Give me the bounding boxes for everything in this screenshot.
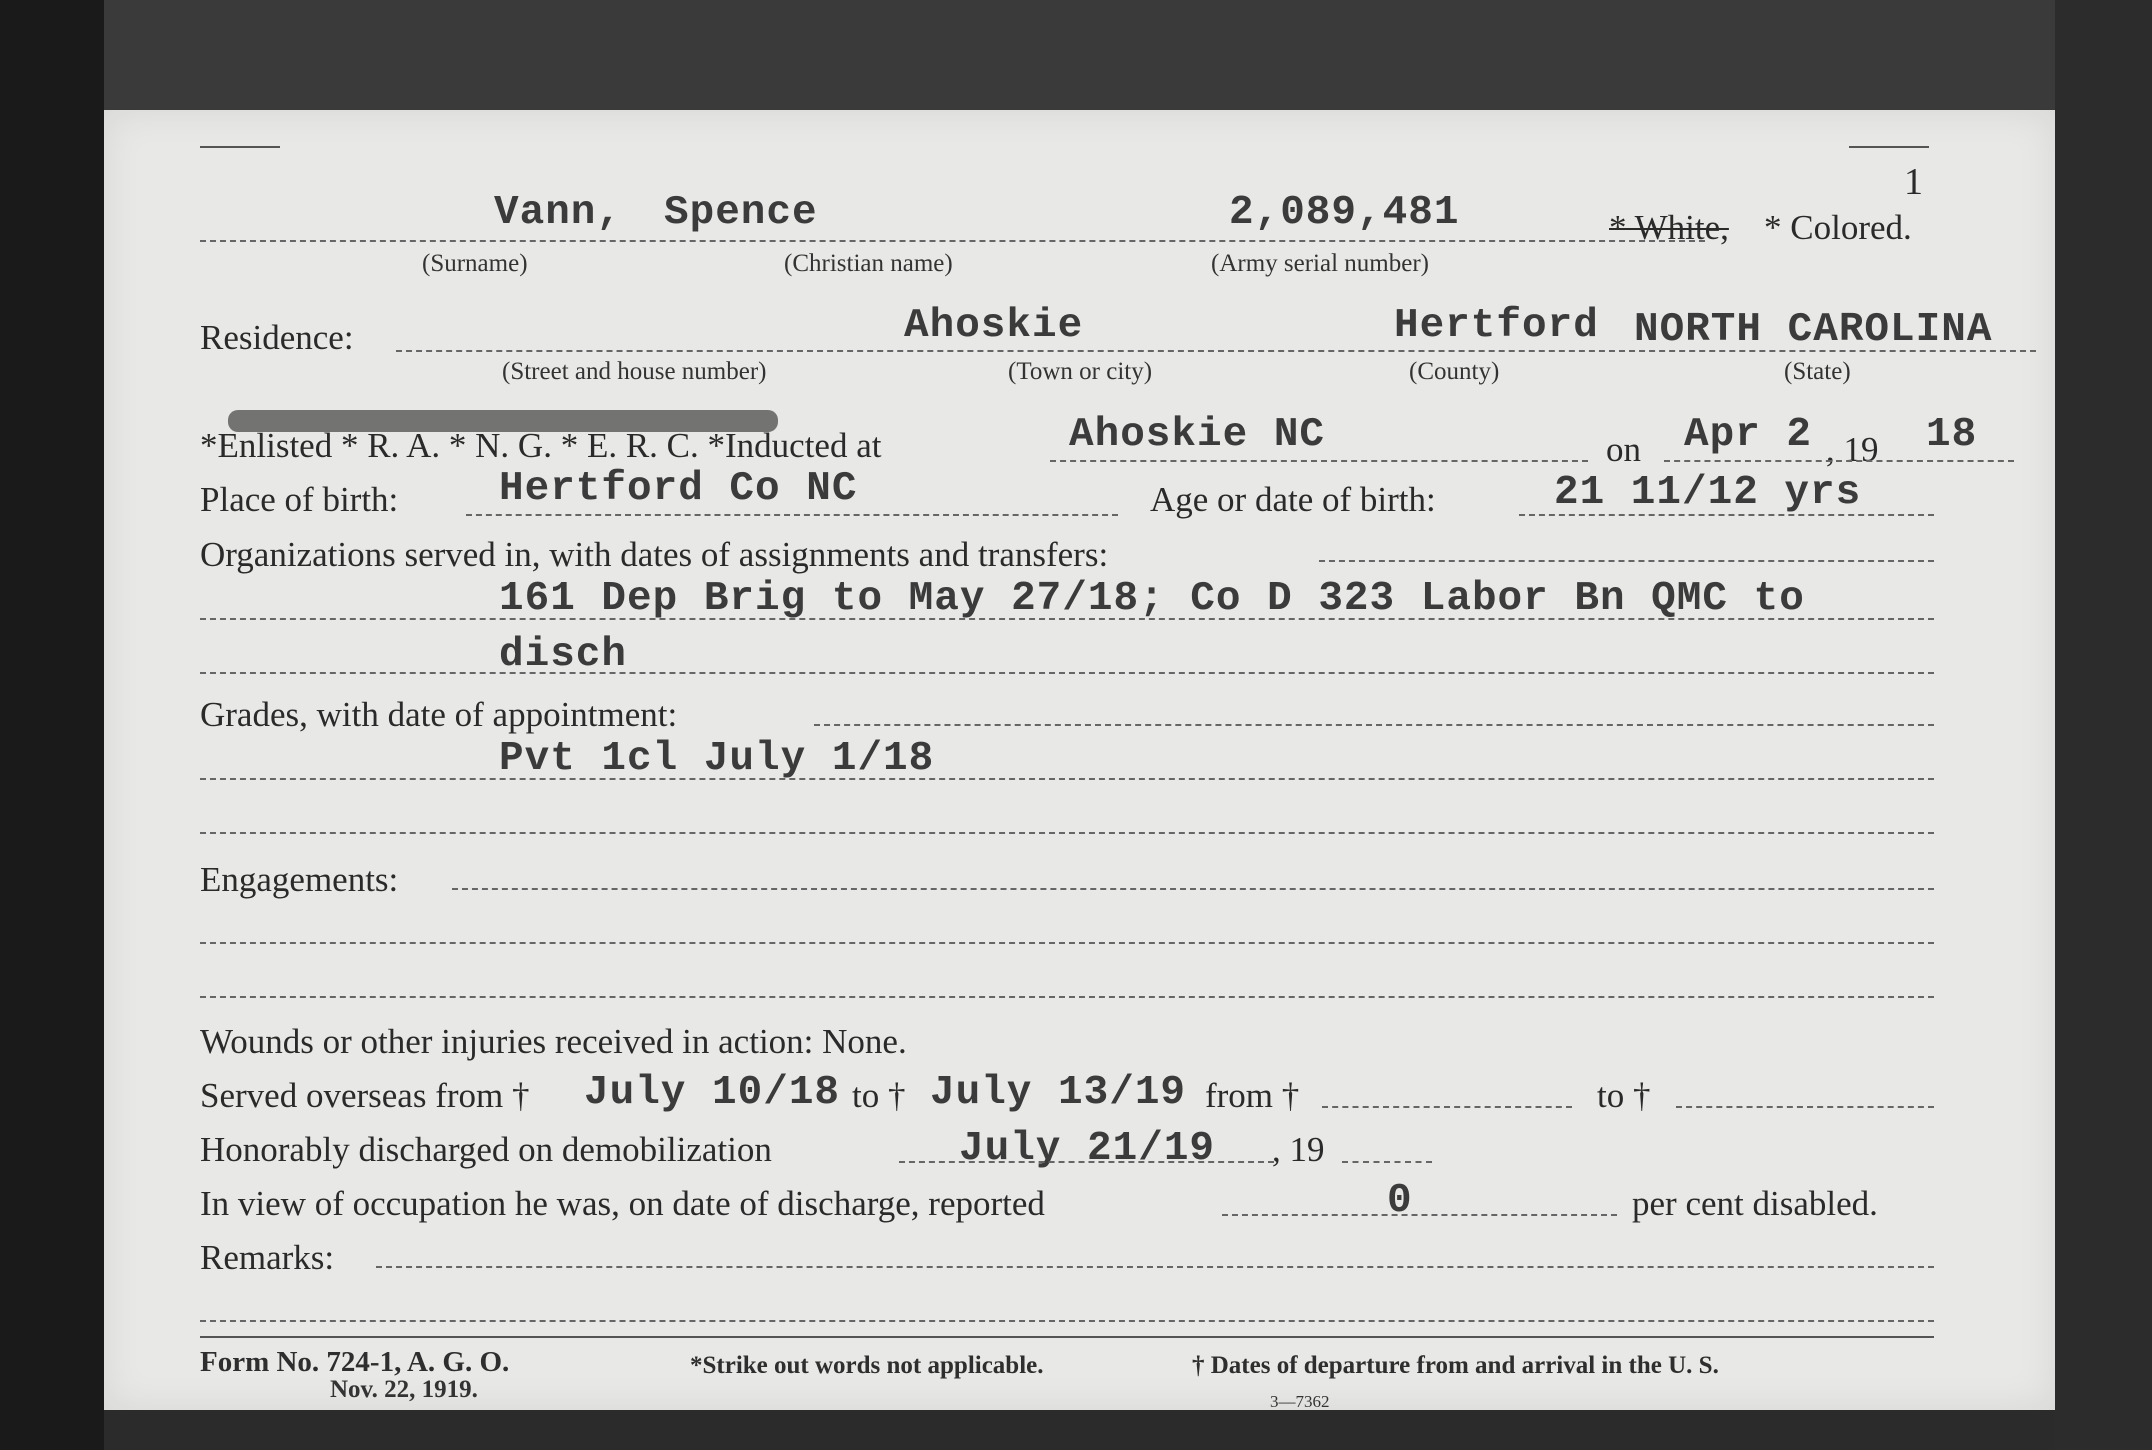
- county-value: Hertford: [1394, 303, 1599, 349]
- age-label: Age or date of birth:: [1150, 480, 1436, 519]
- scan-background-right: [2055, 0, 2152, 1450]
- christian-name-caption: (Christian name): [784, 250, 953, 277]
- disability-value: 0: [1387, 1178, 1413, 1224]
- grades-line-0: [814, 724, 1934, 726]
- residence-label: Residence:: [200, 318, 354, 357]
- race-colored: * Colored.: [1764, 208, 1912, 247]
- disability-label: In view of occupation he was, on date of discharge, reported: [200, 1184, 1045, 1223]
- overseas-label: Served overseas from †: [200, 1076, 530, 1115]
- footnote-strike-out: *Strike out words not applicable.: [690, 1352, 1044, 1379]
- inducted-at-value: Ahoskie NC: [1069, 412, 1326, 458]
- grades-label: Grades, with date of appointment:: [200, 695, 678, 734]
- engagements-line-2: [200, 996, 1934, 998]
- birthplace-line: [466, 514, 1118, 516]
- discharge-date-value: July 21/19: [959, 1126, 1216, 1172]
- disability-line: [1222, 1214, 1617, 1216]
- induction-year-value: 18: [1926, 412, 1978, 458]
- organizations-line-0: [1319, 560, 1934, 562]
- organizations-line-2: [200, 672, 1934, 674]
- discharge-line: [899, 1161, 1274, 1163]
- state-value: NORTH CAROLINA: [1634, 307, 1993, 353]
- overseas-to-label-2: to †: [1597, 1076, 1651, 1115]
- top-left-rule: [200, 146, 280, 148]
- scan-background-top: [0, 0, 2152, 110]
- town-value: Ahoskie: [904, 303, 1084, 349]
- age-line: [1519, 514, 1934, 516]
- overseas-to-line-2: [1676, 1106, 1934, 1108]
- town-caption: (Town or city): [1008, 358, 1153, 385]
- organizations-line-1: [200, 618, 1934, 620]
- organization-line-2: disch: [499, 632, 628, 678]
- on-label: on: [1606, 430, 1641, 469]
- top-right-rule: [1849, 146, 1929, 148]
- remarks-label: Remarks:: [200, 1238, 335, 1277]
- surname-caption: (Surname): [422, 250, 528, 277]
- inducted-line: [1050, 460, 1588, 462]
- enlisted-inducted-label: *Enlisted * R. A. * N. G. * E. R. C. *Inducted at: [200, 426, 882, 465]
- engagements-line-0: [452, 888, 1934, 890]
- service-record-card: [104, 110, 2055, 1410]
- card-number: 1: [1904, 161, 1923, 203]
- race-white-struck: * White,: [1609, 208, 1729, 247]
- overseas-from-label-2: from †: [1205, 1076, 1300, 1115]
- overseas-from-line-2: [1322, 1106, 1572, 1108]
- print-code: 3—7362: [1270, 1392, 1330, 1411]
- age-value: 21 11/12 yrs: [1554, 470, 1862, 516]
- discharge-year-line: [1342, 1161, 1432, 1163]
- organizations-label: Organizations served in, with dates of assignments and transfers:: [200, 535, 1109, 574]
- form-date: Nov. 22, 1919.: [330, 1376, 478, 1403]
- grade-1-value: Pvt 1cl July 1/18: [499, 736, 935, 782]
- overseas-from-value: July 10/18: [584, 1070, 841, 1116]
- discharge-label: Honorably discharged on demobilization: [200, 1130, 772, 1169]
- scan-background-left: [0, 0, 104, 1450]
- year-prefix: , 19: [1826, 430, 1879, 469]
- residence-line: [396, 350, 2036, 352]
- footer-rule: [200, 1336, 1934, 1338]
- name-line: [200, 240, 1705, 242]
- birthplace-value: Hertford Co NC: [499, 466, 858, 512]
- induction-date-line: [1664, 460, 2014, 462]
- serial-number-value: 2,089,481: [1229, 190, 1460, 236]
- overseas-to-label: to †: [852, 1076, 906, 1115]
- street-caption: (Street and house number): [502, 358, 767, 385]
- place-of-birth-label: Place of birth:: [200, 480, 399, 519]
- wounds-label: Wounds or other injuries received in action: None.: [200, 1022, 907, 1061]
- remarks-line-1: [200, 1320, 1934, 1322]
- engagements-label: Engagements:: [200, 860, 399, 899]
- state-caption: (State): [1784, 358, 1851, 385]
- grades-line-1: [200, 778, 1934, 780]
- engagements-line-1: [200, 942, 1934, 944]
- discharge-year-prefix: , 19: [1272, 1130, 1325, 1169]
- form-number: Form No. 724-1, A. G. O.: [200, 1346, 510, 1378]
- grades-line-2: [200, 832, 1934, 834]
- induction-date-value: Apr 2: [1684, 412, 1813, 458]
- serial-caption: (Army serial number): [1211, 250, 1429, 277]
- christian-name-value: Spence: [664, 190, 818, 236]
- disability-suffix: per cent disabled.: [1632, 1184, 1878, 1223]
- surname-value: Vann,: [494, 190, 623, 236]
- footnote-dates: † Dates of departure from and arrival in the U. S.: [1192, 1352, 1719, 1379]
- county-caption: (County): [1409, 358, 1500, 385]
- remarks-line-0: [376, 1266, 1934, 1268]
- organization-line-1: 161 Dep Brig to May 27/18; Co D 323 Labor Bn QMC to: [499, 576, 1805, 622]
- overseas-to-value: July 13/19: [930, 1070, 1187, 1116]
